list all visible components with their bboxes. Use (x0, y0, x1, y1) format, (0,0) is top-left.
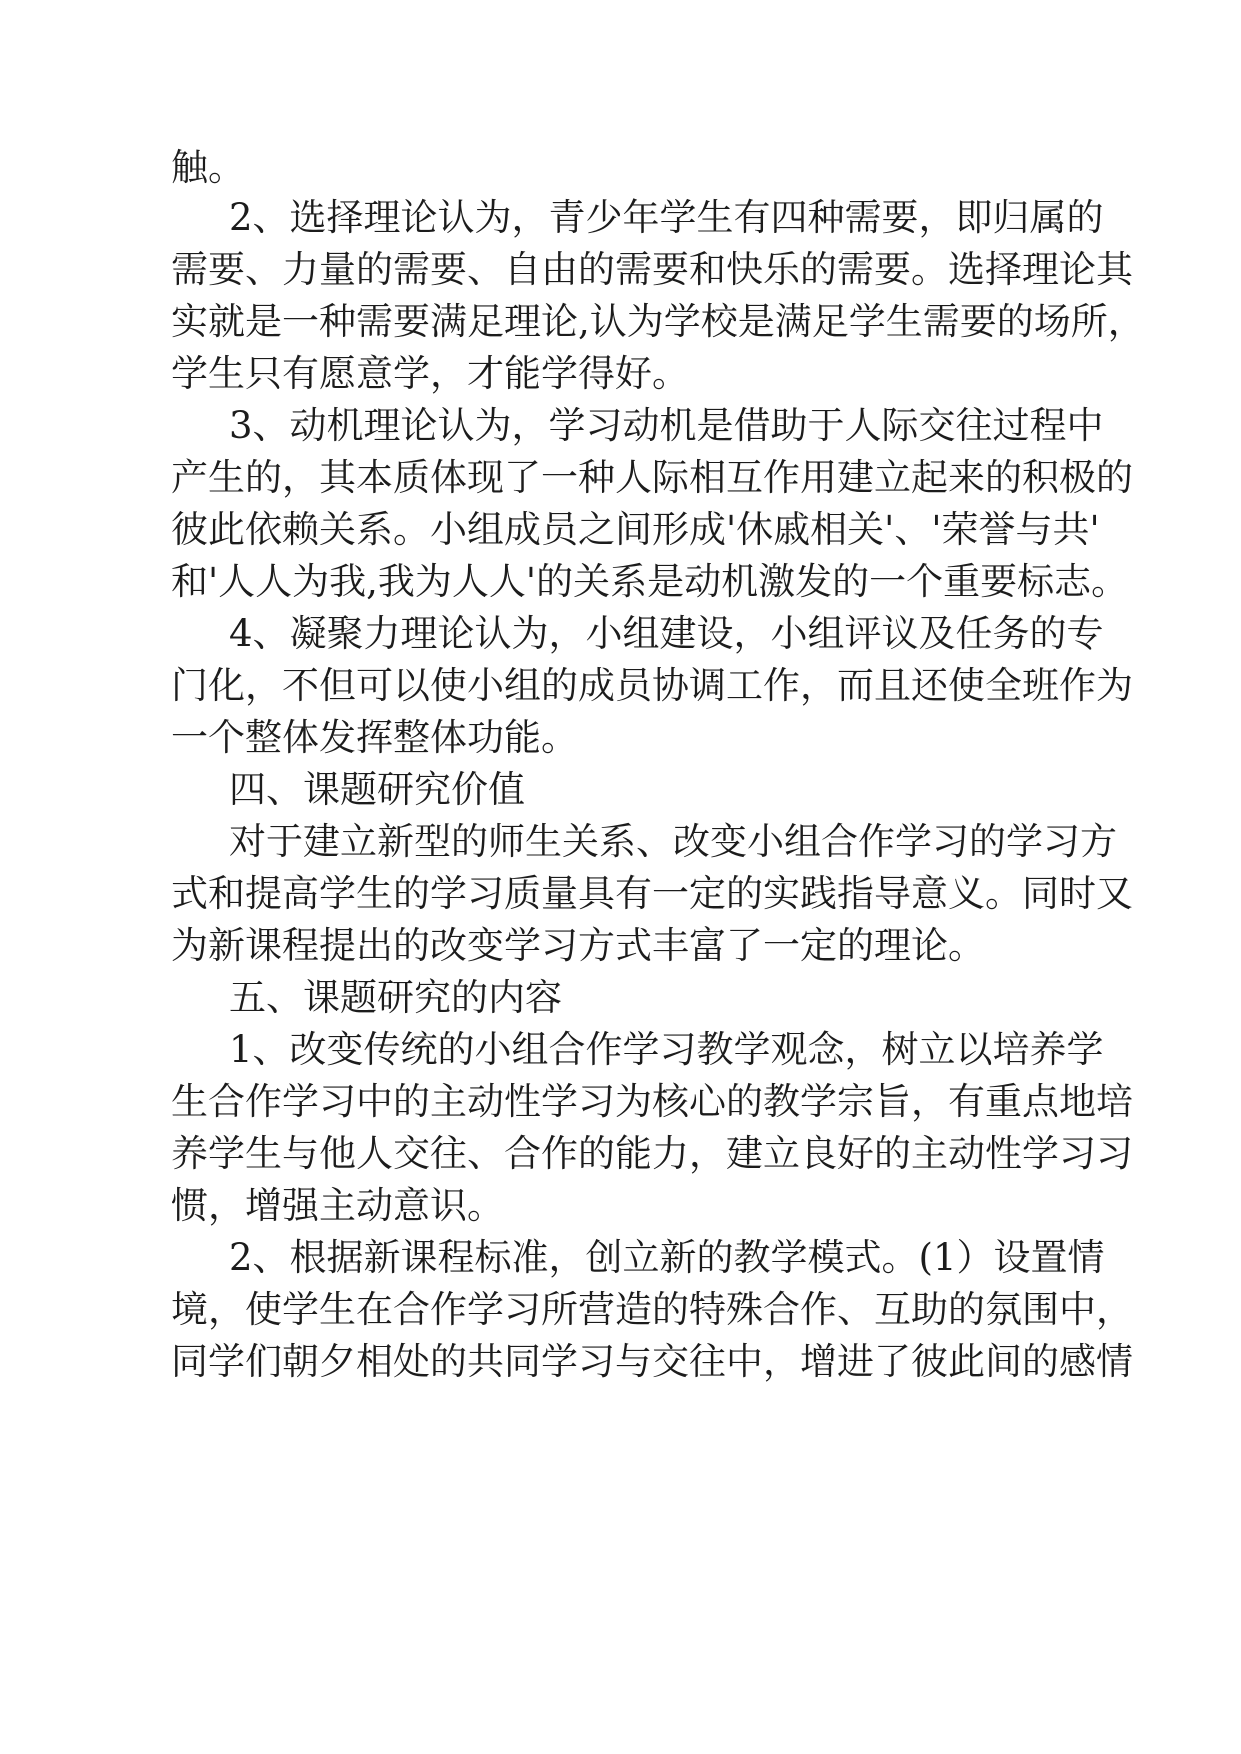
text-line: 养学生与他人交往、合作的能力，建立良好的主动性学习习 (171, 1132, 1133, 1175)
text-line: 惯，增强主动意识。 (171, 1184, 504, 1227)
text-line: 需要、力量的需要、自由的需要和快乐的需要。选择理论其 (171, 248, 1133, 291)
text-line: 学生只有愿意学，才能学得好。 (171, 352, 689, 395)
text-line: 境，使学生在合作学习所营造的特殊合作、互助的氛围中， (171, 1288, 1133, 1331)
text-line: 为新课程提出的改变学习方式丰富了一定的理论。 (171, 924, 985, 967)
paragraph-first-line: 对于建立新型的师生关系、改变小组合作学习的学习方 (229, 820, 1117, 863)
paragraph-first-line: 2、选择理论认为，青少年学生有四种需要，即归属的 (229, 196, 1104, 239)
text-line: 一个整体发挥整体功能。 (171, 716, 578, 759)
text-line: 和'人人为我,我为人人'的关系是动机激发的一个重要标志。 (171, 560, 1129, 603)
text-line: 实就是一种需要满足理论,认为学校是满足学生需要的场所， (171, 300, 1145, 343)
section-heading: 五、课题研究的内容 (229, 976, 562, 1019)
section-heading: 四、课题研究价值 (229, 768, 525, 811)
paragraph-first-line: 4、凝聚力理论认为，小组建设，小组评议及任务的专 (229, 612, 1104, 655)
text-line: 同学们朝夕相处的共同学习与交往中，增进了彼此间的感情 (171, 1340, 1133, 1383)
text-line: 产生的，其本质体现了一种人际相互作用建立起来的积极的 (171, 456, 1133, 499)
text-line: 触。 (171, 146, 245, 189)
text-line: 彼此依赖关系。小组成员之间形成'休戚相关'、'荣誉与共' (171, 508, 1100, 551)
text-line: 式和提高学生的学习质量具有一定的实践指导意义。同时又 (171, 872, 1133, 915)
text-line: 门化，不但可以使小组的成员协调工作，而且还使全班作为 (171, 664, 1133, 707)
text-line: 生合作学习中的主动性学习为核心的教学宗旨，有重点地培 (171, 1080, 1133, 1123)
paragraph-first-line: 3、动机理论认为，学习动机是借助于人际交往过程中 (229, 404, 1104, 447)
paragraph-first-line: 2、根据新课程标准，创立新的教学模式。(1）设置情 (229, 1236, 1105, 1279)
paragraph-first-line: 1、改变传统的小组合作学习教学观念，树立以培养学 (229, 1028, 1104, 1071)
